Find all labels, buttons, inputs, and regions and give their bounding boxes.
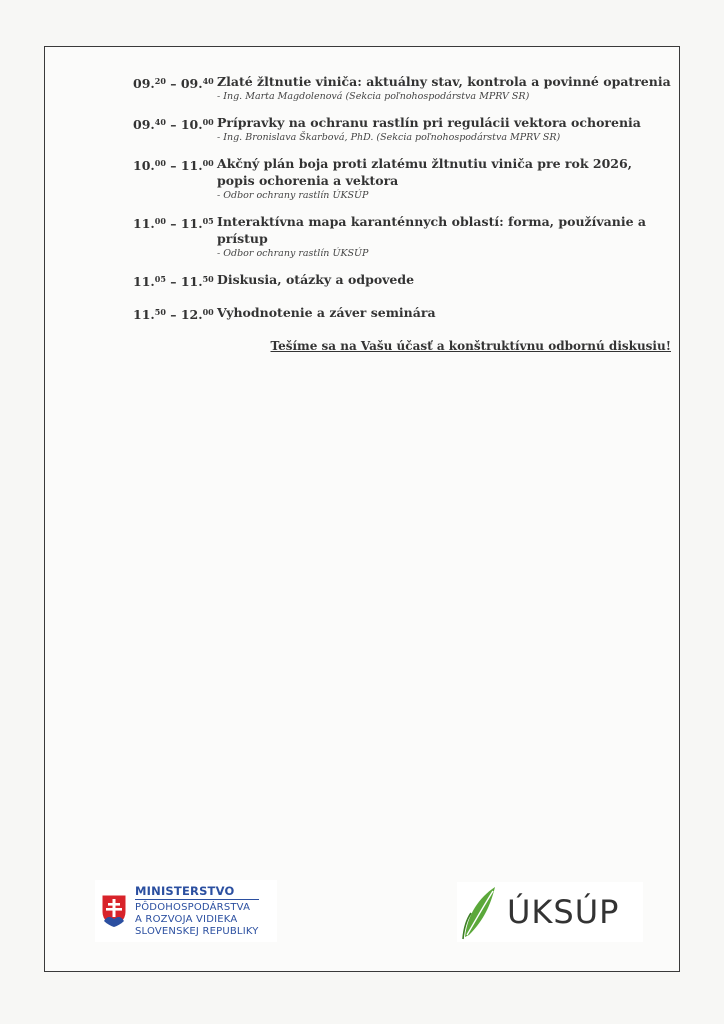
ministry-name: MINISTERSTVO xyxy=(135,884,259,900)
agenda-item xyxy=(133,73,673,104)
agenda-speaker: - Odbor ochrany rastlín ÚKSÚP xyxy=(217,190,369,201)
slovak-coat-of-arms-icon xyxy=(101,894,127,928)
agenda-item xyxy=(133,213,673,261)
agenda-time: 11.05 – 11.50 xyxy=(133,274,214,289)
agenda-item xyxy=(133,155,673,203)
ministry-logo xyxy=(95,880,277,942)
agenda-title: Interaktívna mapa karanténnych oblastí: forma, používanie a prístup xyxy=(217,214,646,246)
uksup-logo xyxy=(457,882,643,942)
agenda-time: 09.40 – 10.00 xyxy=(133,117,214,132)
closing-note: Tešíme sa na Vašu účasť a konštruktívnu odbornú diskusiu! xyxy=(270,339,671,353)
leaf-icon xyxy=(461,883,497,941)
agenda-item xyxy=(133,114,673,145)
agenda-title: Prípravky na ochranu rastlín pri regulácii vektora ochorenia xyxy=(217,115,641,130)
agenda-item xyxy=(133,271,673,290)
agenda-title: Zlaté žltnutie viniča: aktuálny stav, kontrola a povinné opatrenia xyxy=(217,74,671,89)
uksup-wordmark: ÚKSÚP xyxy=(507,893,620,931)
agenda xyxy=(133,73,673,333)
agenda-title: Akčný plán boja proti zlatému žltnutiu viniča pre rok 2026, xyxy=(217,156,633,171)
agenda-item xyxy=(133,304,673,323)
ministry-line: A ROZVOJA VIDIEKA xyxy=(135,914,238,925)
ministry-line: SLOVENSKEJ REPUBLIKY xyxy=(135,926,259,937)
agenda-title: Diskusia, otázky a odpovede xyxy=(217,272,415,287)
agenda-speaker: - Ing. Marta Magdolenová (Sekcia poľnohospodárstva MPRV SR) xyxy=(217,91,530,102)
agenda-title: Vyhodnotenie a záver seminára xyxy=(217,305,436,320)
agenda-speaker: - Odbor ochrany rastlín ÚKSÚP xyxy=(217,248,369,259)
agenda-title-continued: popis ochorenia a vektora xyxy=(217,173,399,188)
page-frame xyxy=(44,46,680,972)
agenda-time: 09.20 – 09.40 xyxy=(133,76,214,91)
agenda-time: 10.00 – 11.00 xyxy=(133,158,214,173)
ministry-line: PÔDOHOSPODÁRSTVA xyxy=(135,902,251,913)
agenda-time: 11.50 – 12.00 xyxy=(133,307,214,322)
agenda-time: 11.00 – 11.05 xyxy=(133,216,214,231)
agenda-speaker: - Ing. Bronislava Škarbová, PhD. (Sekcia poľnohospodárstva MPRV SR) xyxy=(217,132,561,143)
